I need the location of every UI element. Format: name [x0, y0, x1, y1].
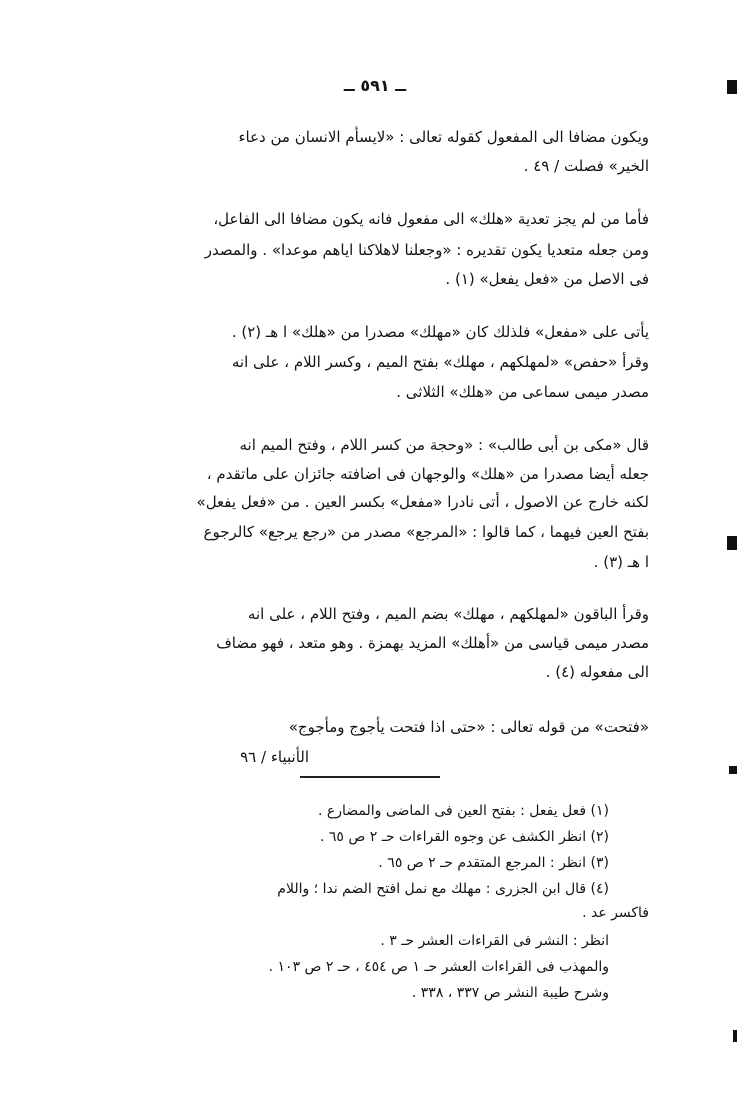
paragraph-4-line-5: ا هـ (٣) .	[593, 553, 649, 571]
paragraph-3-line-2: وقرأ «حفص» «لمهلكهم ، مهلك» بفتح الميم ، وكسر اللام ، على انه	[231, 353, 649, 371]
paragraph-2-line-3: فى الاصل من «فعل يفعل» (١) .	[445, 270, 649, 288]
paragraph-6-line-2: الأنبياء / ٩٦	[240, 748, 309, 766]
paragraph-2-line-1: فأما من لم يجز تعدية «هلك» الى مفعول فانه يكون مضافا الى الفاعل،	[213, 210, 649, 228]
paragraph-2-line-2: ومن جعله متعديا يكون تقديره : «وجعلنا لاهلاكنا اياهم موعدا» . والمصدر	[204, 241, 649, 259]
paragraph-4-line-2: جعله أيضا مصدرا من «هلك» والوجهان فى اضافته جائزان على ماتقدم ،	[206, 465, 649, 483]
paragraph-3-line-3: مصدر ميمى سماعى من «هلك» الثلاثى .	[396, 383, 649, 401]
scan-edge-mark-middle	[727, 536, 737, 550]
paragraph-1-line-1: ويكون مضافا الى المفعول كقوله تعالى : «لايسأم الانسان من دعاء	[238, 128, 649, 146]
footnote-separator	[300, 776, 440, 778]
scan-edge-mark-lower	[729, 766, 737, 774]
scan-edge-mark-bottom	[733, 1030, 737, 1042]
footnote-reference-1: انظر : النشر فى القراءات العشر حـ ٣ .	[380, 933, 609, 949]
footnote-reference-2: والمهذب فى القراءات العشر حـ ١ ص ٤٥٤ ، حـ ٢ ص ١٠٣ .	[268, 959, 609, 975]
page-number: ــ ٥٩١ ــ	[343, 76, 407, 95]
paragraph-6-line-1: «فتحت» من قوله تعالى : «حتى اذا فتحت يأجوج ومأجوج»	[288, 718, 649, 736]
footnote-4: (٤) قال ابن الجزرى : مهلك مع نمل افتح الضم ندا ؛ واللام	[277, 881, 609, 897]
paragraph-1-line-2: الخير» فصلت / ٤٩ .	[523, 157, 649, 175]
footnote-4-continuation: فاكسر عد .	[582, 905, 649, 921]
footnote-reference-3: وشرح طيبة النشر ص ٣٣٧ ، ٣٣٨ .	[411, 985, 609, 1001]
paragraph-3-line-1: يأتى على «مفعل» فلذلك كان «مهلك» مصدرا من «هلك» ا هـ (٢) .	[231, 323, 649, 341]
paragraph-5-line-2: مصدر ميمى قياسى من «أهلك» المزيد بهمزة . وهو متعد ، فهو مضاف	[216, 634, 649, 652]
footnote-1: (١) فعل يفعل : بفتح العين فى الماضى والمضارع .	[317, 803, 609, 819]
paragraph-4-line-4: بفتح العين فيهما ، كما قالوا : «المرجع» مصدر من «رجع يرجع» كالرجوع	[203, 523, 649, 541]
paragraph-5-line-1: وقرأ الباقون «لمهلكهم ، مهلك» بضم الميم ، وفتح اللام ، على انه	[247, 605, 649, 623]
paragraph-4-line-3: لكنه خارج عن الاصول ، أتى نادرا «مفعل» بكسر العين . من «فعل يفعل»	[196, 493, 649, 511]
scan-edge-mark-top	[727, 80, 737, 94]
footnote-2: (٢) انظر الكشف عن وجوه القراءات حـ ٢ ص ٦٥ .	[319, 829, 609, 845]
paragraph-5-line-3: الى مفعوله (٤) .	[545, 663, 649, 681]
paragraph-4-line-1: قال «مكى بن أبى طالب» : «وحجة من كسر اللام ، وفتح الميم انه	[239, 436, 649, 454]
footnote-3: (٣) انظر : المرجع المتقدم حـ ٢ ص ٦٥ .	[378, 855, 609, 871]
